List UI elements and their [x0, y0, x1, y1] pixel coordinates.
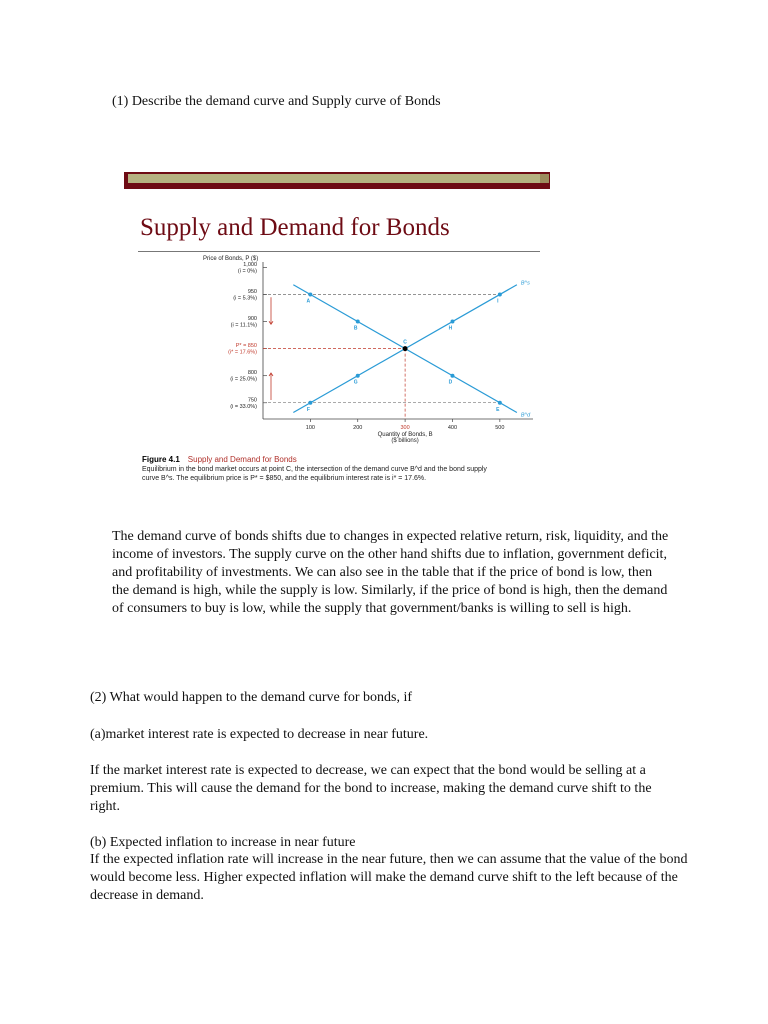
y-tick-label-rate: (i = 25.0%) — [230, 376, 257, 383]
point-label: H — [448, 325, 453, 332]
x-tick-label: 200 — [353, 425, 363, 431]
point-label: D — [448, 379, 453, 386]
demand-curve-label: B^d — [520, 412, 531, 419]
figure-number: Figure 4.1 — [142, 455, 180, 464]
figure-caption-name: Supply and Demand for Bonds — [187, 455, 297, 464]
title-rule — [138, 251, 540, 252]
y-tick-label-rate: (i* = 17.6%) — [228, 349, 257, 356]
figure-4-1 — [124, 172, 554, 502]
y-tick-label-price: 900 — [247, 316, 257, 323]
point-label: B — [353, 325, 358, 332]
data-point — [450, 320, 454, 324]
header-bar-square — [540, 174, 549, 183]
question-2: (2) What would happen to the demand curve for bonds, if — [90, 690, 413, 705]
y-tick-label-price: 750 — [247, 397, 257, 404]
x-axis-label: Quantity of Bonds, B — [377, 432, 433, 438]
figure-caption-text: Equilibrium in the bond market occurs at point C, the intersection of the demand curve B^d and the bond supply curve B^s. The equilibrium price is P* = $850, and the equilibrium interest rate is i* = 17.6%. — [142, 466, 487, 482]
question-2b: (b) Expected inflation to increase in near future — [90, 835, 356, 850]
point-label: G — [353, 379, 358, 386]
answer-2b: If the expected inflation rate will increase in the near future, then we can assume that the value of the bond would become less. Higher expected inflation will make the demand curve shift to the left because of the decrease in demand. — [90, 852, 688, 903]
supply-curve-label: B^s — [520, 280, 530, 287]
data-point — [308, 401, 312, 405]
x-tick-label: 300 — [400, 425, 410, 431]
answer-1-paragraph: The demand curve of bonds shifts due to changes in expected relative return, risk, liquidity, and the income of investors. The supply curve on the other hand shifts due to inflation, government deficit, and profitability of investments. We can also see in the table that if the price of bond is low, then the demand is high, while the supply is low. Similarly, if the price of bond is high, then the demand of consumers to buy is low, while the supply that government/banks is willing to sell is high. — [112, 529, 669, 616]
data-point — [403, 346, 408, 351]
point-label: C — [403, 339, 407, 346]
y-tick-label-rate: (i = 0%) — [237, 268, 257, 275]
x-tick-label: 500 — [495, 425, 505, 431]
y-tick-label-price: P* = 850 — [235, 343, 257, 350]
question-1: (1) Describe the demand curve and Supply curve of Bonds — [112, 94, 441, 109]
supply-demand-chart — [138, 254, 538, 454]
data-point — [356, 320, 360, 324]
y-tick-label-rate: (i = 5.3%) — [233, 295, 257, 302]
data-point — [356, 374, 360, 378]
slide-header-bar — [124, 172, 550, 189]
data-point — [450, 374, 454, 378]
data-point — [498, 401, 502, 405]
x-axis-label-unit: ($ billions) — [391, 438, 419, 444]
header-bar-stripe — [128, 174, 540, 183]
point-label: A — [306, 298, 311, 305]
y-tick-label-price: 800 — [247, 370, 257, 377]
y-tick-label-price: 1,000 — [243, 261, 257, 268]
y-tick-label-price: 950 — [247, 288, 257, 295]
point-label: I — [497, 298, 499, 305]
x-tick-label: 400 — [447, 425, 458, 431]
figure-caption-heading — [142, 455, 297, 464]
data-point — [308, 292, 312, 296]
point-label: E — [496, 406, 500, 413]
figure-title: Supply and Demand for Bonds — [140, 214, 450, 241]
y-tick-label-rate: (i = 33.0%) — [230, 403, 257, 410]
x-tick-label: 100 — [305, 425, 315, 431]
answer-2a: If the market interest rate is expected to decrease, we can expect that the bond would be selling at a premium. This will cause the demand for the bond to increase, making the demand curve shift to the right. — [90, 763, 652, 814]
point-label: F — [306, 406, 310, 413]
data-point — [498, 292, 502, 296]
question-2a: (a)market interest rate is expected to decrease in near future. — [90, 727, 429, 742]
y-axis-label: Price of Bonds, P ($) — [203, 256, 259, 262]
y-tick-label-rate: (i = 11.1%) — [230, 322, 257, 329]
